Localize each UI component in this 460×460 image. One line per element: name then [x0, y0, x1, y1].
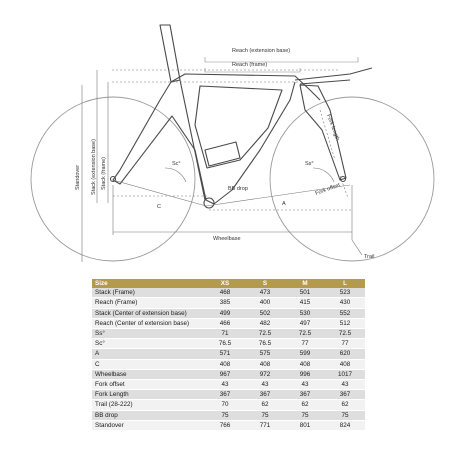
measurement-value: 499 [205, 308, 245, 318]
measurement-label: Standover [92, 420, 205, 430]
measurement-value: 72.5 [285, 329, 325, 339]
table-row [92, 339, 365, 349]
measurement-value: 473 [245, 288, 285, 298]
measurement-value: 430 [325, 298, 365, 308]
reach-extension-label: Reach (extension base) [232, 48, 291, 54]
chainstay-label: C [157, 204, 161, 210]
measurement-value: 70 [205, 400, 245, 410]
measurement-value: 43 [205, 380, 245, 390]
measurement-value: 466 [205, 318, 245, 328]
measurement-value: 71 [205, 329, 245, 339]
head-angle-arc [313, 168, 334, 182]
head-angle-label: Ss° [305, 161, 314, 167]
measurement-value: 552 [325, 308, 365, 318]
table-row [92, 400, 365, 410]
measurement-value: 77 [285, 339, 325, 349]
measurement-label: Fork Length [92, 390, 205, 400]
rear-wheel [31, 97, 195, 261]
measurement-value: 482 [245, 318, 285, 328]
table-row [92, 318, 365, 328]
measurement-value: 575 [245, 349, 285, 359]
measurement-value: 400 [245, 298, 285, 308]
measurement-value: 766 [205, 420, 245, 430]
measurement-value: 62 [325, 400, 365, 410]
measurement-label: Fork offset [92, 380, 205, 390]
front-center-label: A [282, 201, 286, 207]
measurement-value: 801 [285, 420, 325, 430]
measurement-value: 367 [285, 390, 325, 400]
measurement-value: 75 [245, 410, 285, 420]
measurement-value: 408 [205, 359, 245, 369]
geometry-table-header [92, 279, 365, 288]
measurement-value: 72.5 [245, 329, 285, 339]
measurement-value: 523 [325, 288, 365, 298]
measurement-value: 972 [245, 369, 285, 379]
measurement-label: Reach (Center of extension base) [92, 318, 205, 328]
geometry-table [92, 279, 365, 431]
table-row [92, 349, 365, 359]
measurement-value: 497 [285, 318, 325, 328]
measurement-label: Trail (28-222) [92, 400, 205, 410]
measurement-value: 43 [325, 380, 365, 390]
size-column-header: L [325, 279, 365, 288]
table-row [92, 410, 365, 420]
measurement-value: 76.5 [245, 339, 285, 349]
wheelbase-label: Wheelbase [213, 236, 241, 242]
measurement-label: Ss° [92, 329, 205, 339]
measurement-value: 468 [205, 288, 245, 298]
measurement-value: 771 [245, 420, 285, 430]
size-column-header: XS [205, 279, 245, 288]
fork-length-label: Fork length [325, 113, 341, 142]
measurement-value: 62 [245, 400, 285, 410]
size-column-header: M [285, 279, 325, 288]
measurement-label: C [92, 359, 205, 369]
measurement-value: 408 [245, 359, 285, 369]
bike-frame [111, 25, 347, 208]
measurement-value: 43 [285, 380, 325, 390]
table-row [92, 369, 365, 379]
measurement-value: 824 [325, 420, 365, 430]
measurement-value: 967 [205, 369, 245, 379]
measurement-value: 620 [325, 349, 365, 359]
table-row [92, 288, 365, 298]
measurement-label: BB drop [92, 410, 205, 420]
geometry-table-body [92, 288, 365, 430]
measurement-value: 502 [245, 308, 285, 318]
measurement-value: 72.5 [325, 329, 365, 339]
size-header: Size [92, 279, 205, 288]
measurement-value: 571 [205, 349, 245, 359]
measurement-value: 62 [285, 400, 325, 410]
table-row [92, 359, 365, 369]
header-row [92, 279, 365, 288]
measurement-label: Reach (Frame) [92, 298, 205, 308]
table-row [92, 329, 365, 339]
size-column-header: S [245, 279, 285, 288]
measurement-value: 367 [325, 390, 365, 400]
measurement-value: 408 [285, 359, 325, 369]
measurement-value: 501 [285, 288, 325, 298]
measurement-value: 408 [325, 359, 365, 369]
aero-extensions [295, 68, 372, 84]
bb-drop-label: BB drop [228, 186, 248, 192]
stack-extension-label: Stack (extension base) [91, 139, 97, 195]
seat-angle-arc [165, 168, 186, 182]
measurement-value: 415 [285, 298, 325, 308]
measurement-value: 77 [325, 339, 365, 349]
measurement-label: Stack (Center of extension base) [92, 308, 205, 318]
measurement-value: 76.5 [205, 339, 245, 349]
table-row [92, 380, 365, 390]
measurement-value: 512 [325, 318, 365, 328]
measurement-label: Sc° [92, 339, 205, 349]
table-row [92, 390, 365, 400]
fork-offset-label: Fork offset [314, 182, 342, 197]
standover-label: Standover [75, 164, 81, 190]
measurement-label: Stack (Frame) [92, 288, 205, 298]
trail-label: Trail [364, 254, 375, 260]
measurement-value: 996 [285, 369, 325, 379]
measurement-value: 530 [285, 308, 325, 318]
measurement-value: 75 [285, 410, 325, 420]
measurement-value: 367 [205, 390, 245, 400]
reach-frame-label: Reach (frame) [232, 62, 268, 68]
stack-frame-label: Stack (frame) [101, 156, 107, 190]
measurement-value: 599 [285, 349, 325, 359]
measurement-value: 367 [245, 390, 285, 400]
dimension-lines [82, 57, 362, 262]
measurement-value: 385 [205, 298, 245, 308]
measurement-label: A [92, 349, 205, 359]
measurement-value: 43 [245, 380, 285, 390]
seat-angle-label: Sc° [172, 161, 181, 167]
measurement-value: 75 [325, 410, 365, 420]
table-row [92, 298, 365, 308]
measurement-value: 1017 [325, 369, 365, 379]
measurement-value: 75 [205, 410, 245, 420]
table-row [92, 420, 365, 430]
measurement-label: Wheelbase [92, 369, 205, 379]
table-row [92, 308, 365, 318]
